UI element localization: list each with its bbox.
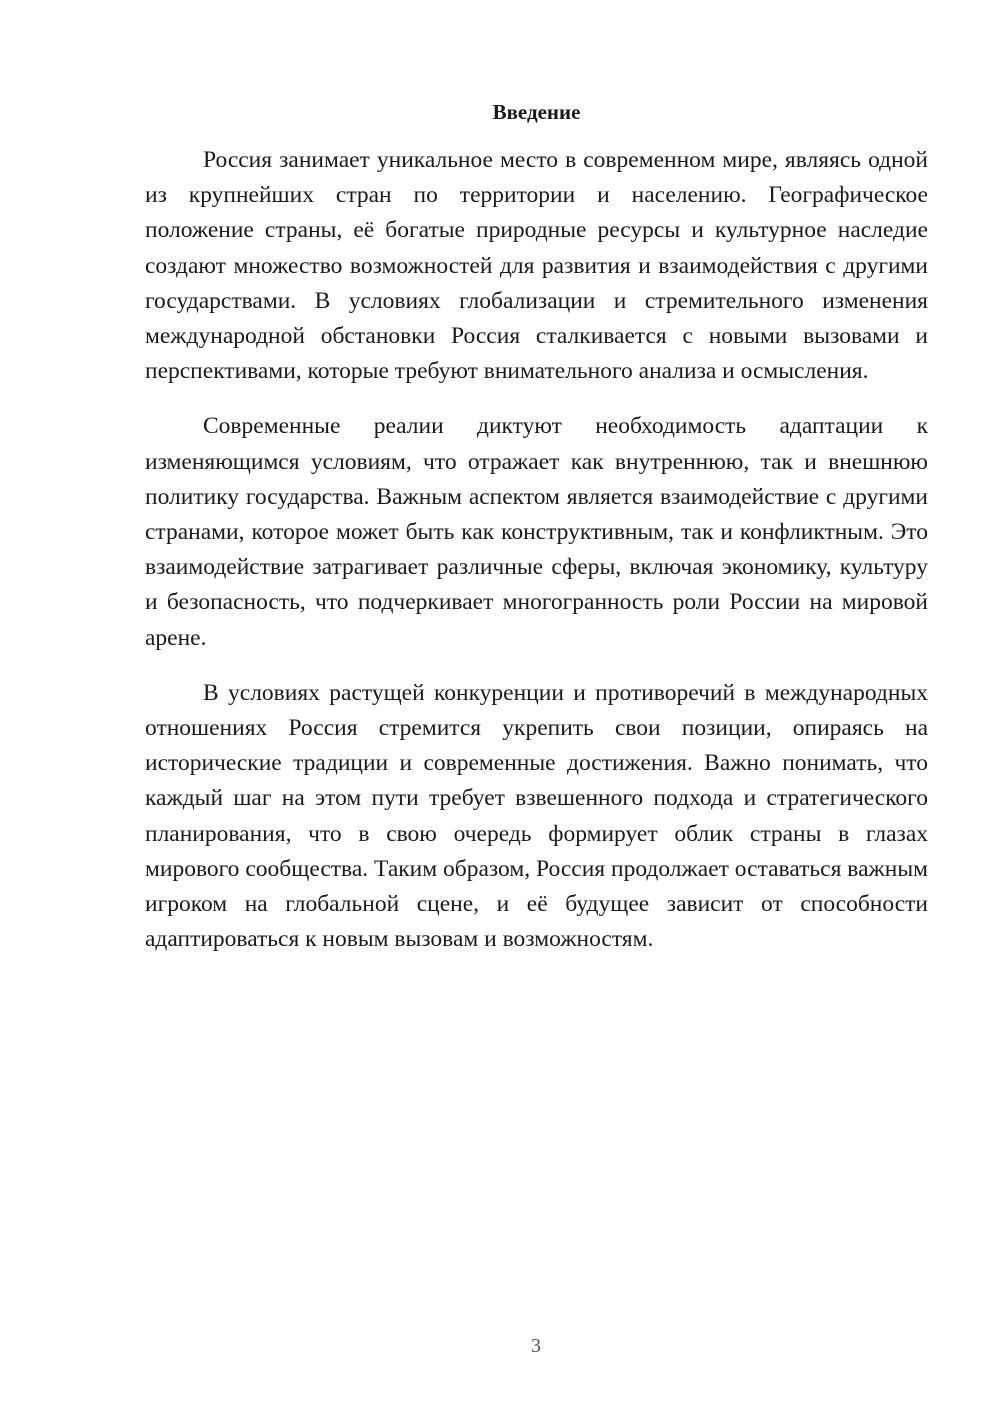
paragraph-2: Современные реалии диктуют необходимость адаптации к изменяющимся условиям, что отражает как внутреннюю, так и внешнюю политику государства. Важным аспектом является взаимодействие с другими странами, которое может быть как конструктивным, так и конфликтным. Это взаимодействие затрагивает различные сферы, включая экономику, культуру и безопасность, что подчеркивает многогранность роли России на мировой арене. xyxy=(145,413,928,651)
section-heading: Введение xyxy=(492,100,581,124)
body-text xyxy=(145,143,928,977)
paragraph-3: В условиях растущей конкуренции и противоречий в международных отношениях Россия стремится укрепить свои позиции, опираясь на исторические традиции и современные достижения. Важно понимать, что каждый шаг на этом пути требует взвешенного подхода и стратегического планирования, что в свою очередь формирует облик страны в глазах мирового сообщества. Таким образом, Россия продолжает оставаться важным игроком на глобальной сцене, и её будущее зависит от способности адаптироваться к новым вызовам и возможностям. xyxy=(145,679,928,953)
page-number: 3 xyxy=(531,1335,541,1357)
paragraph-1: Россия занимает уникальное место в современном мире, являясь одной из крупнейших стран по территории и населению. Географическое положение страны, её богатые природные ресурсы и культурное наследие создают множество возможностей для развития и взаимодействия с другими государствами. В условиях глобализации и стремительного изменения международной обстановки Россия сталкивается с новыми вызовами и перспективами, которые требуют внимательного анализа и осмысления. xyxy=(145,147,928,385)
